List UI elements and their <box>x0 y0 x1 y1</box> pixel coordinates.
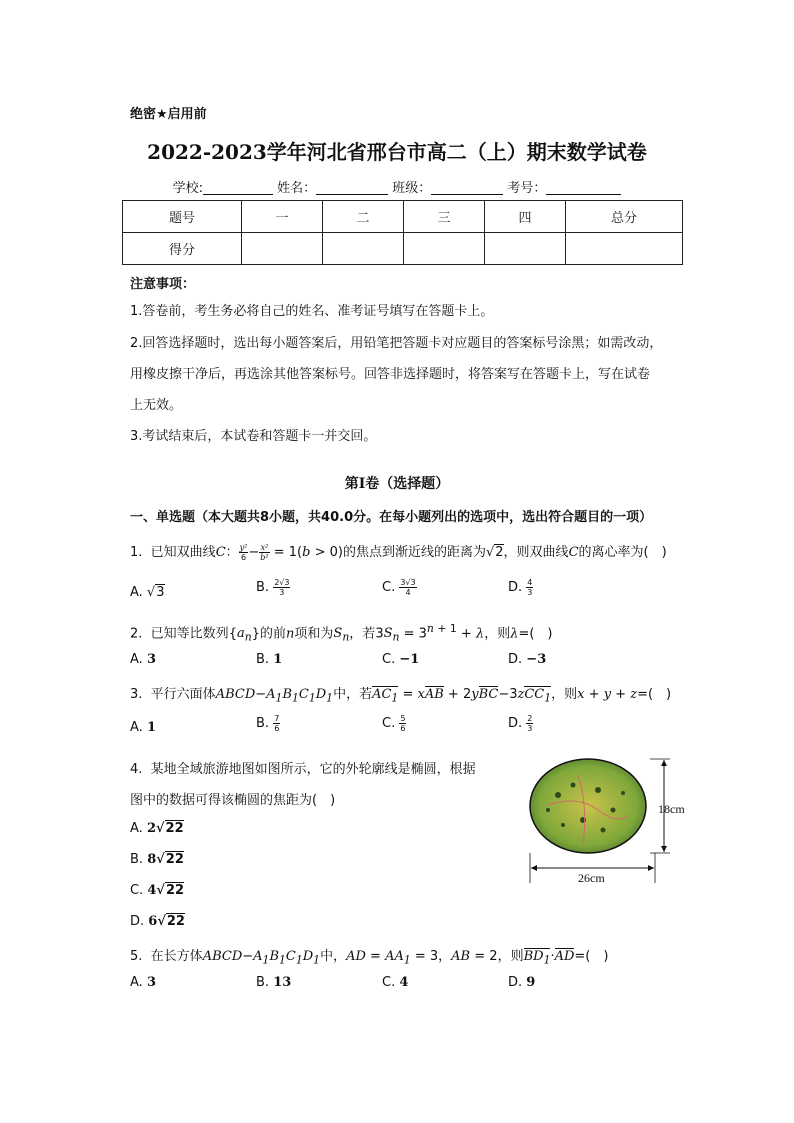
question-text: 的焦点到渐近线的距离为 <box>342 545 486 560</box>
name-label: 姓名： <box>277 181 317 196</box>
question-text: 某地全域旅游地图如图所示，它的外轮廓线是椭圆，根据 <box>150 762 476 777</box>
question-text: ，则 <box>484 626 511 642</box>
option-value: 3 <box>146 975 156 990</box>
map-ellipse <box>530 759 646 853</box>
q4-option-a[interactable]: A. 2√22 <box>130 821 184 836</box>
option-value: 22 <box>165 883 185 898</box>
question-text: =( ) <box>518 626 553 642</box>
q2-option-a[interactable] <box>130 652 156 667</box>
q4-option-b[interactable]: B. 8√22 <box>130 852 184 867</box>
option-label: D. <box>508 716 523 731</box>
question-text: ，若 <box>349 626 376 642</box>
option-label: B. <box>256 716 270 731</box>
exam-title: 2022-2023学年河北省邢台市高二（上）期末数学试卷 <box>147 140 647 164</box>
question-3: 3. 平行六面体$ABCD-A_1B_1C_1D_1$中，若$AC_1$ = xAB + 2yBC−3zCC$_1$，则x + y + z=( ) <box>130 687 672 705</box>
table-cell[interactable] <box>242 233 323 265</box>
q1-option-c[interactable]: C. $\frac{3√3}{4}$ <box>382 578 416 597</box>
option-label: D. <box>508 580 523 595</box>
table-cell[interactable] <box>566 233 683 265</box>
q5-option-c[interactable] <box>382 975 408 990</box>
question-number: 3. <box>130 687 143 702</box>
question-text: =( ) <box>637 687 672 702</box>
option-label: C. <box>382 716 396 731</box>
question-text: 平行六面体 <box>150 687 216 702</box>
question-number: 4. <box>130 762 143 777</box>
table-cell: 三 <box>404 201 485 233</box>
width-label: 26cm <box>578 871 605 885</box>
question-text: =( ) <box>574 949 609 964</box>
option-value: −1 <box>399 652 420 667</box>
question-4-line-1 <box>130 758 476 777</box>
option-label: D. <box>130 914 145 929</box>
table-cell: 二 <box>323 201 404 233</box>
notice-item-2-line-2: 用橡皮擦干净后，再选涂其他答案标号。回答非选择题时，将答案写在答题卡上，写在试卷 <box>130 367 651 382</box>
height-label: 18cm <box>658 802 685 816</box>
option-label: C. <box>130 883 144 898</box>
option-value: 1 <box>273 652 283 667</box>
option-value: 3 <box>146 652 156 667</box>
option-value: 9 <box>526 975 536 990</box>
score-table-score-row <box>123 233 683 265</box>
option-value: 6 <box>148 914 158 929</box>
question-text: 中， <box>320 949 347 964</box>
option-label: B. <box>256 652 270 667</box>
option-value: 2 <box>146 821 156 836</box>
option-value: 1 <box>146 720 156 735</box>
q1-option-d[interactable]: D. $\frac{4}{3}$ <box>508 578 533 597</box>
option-label: A. <box>130 975 143 990</box>
question-text: 中，若 <box>333 687 373 702</box>
q2-option-d[interactable] <box>508 652 546 667</box>
question-text: ，则双曲线 <box>503 545 569 560</box>
table-cell: 总分 <box>566 201 683 233</box>
section-title: 第Ⅰ卷（选择题） <box>344 476 450 492</box>
q1-option-b[interactable]: B. $\frac{2√3}{3}$ <box>256 578 290 597</box>
option-value: 8 <box>147 852 157 867</box>
formula: $\frac{\text{y²}}{6}$ <box>239 543 248 562</box>
formula: $\frac{\text{x²}}{\text{b²}}$ <box>260 543 269 562</box>
table-cell[interactable] <box>404 233 485 265</box>
option-label: B. <box>256 580 270 595</box>
option-value: 4 <box>147 883 157 898</box>
question-5: 5. 在长方体$ABCD-A_1B_1C_1D_1$中，AD = $AA_1 = 3$，AB = 2，则$BD_1\cdot AD=$( ) <box>130 949 609 967</box>
class-label: 班级： <box>392 181 432 196</box>
school-label: 学校: <box>172 181 203 196</box>
question-number: 5. <box>130 949 143 964</box>
notice-title: 注意事项： <box>130 277 196 292</box>
q3-option-a[interactable] <box>130 720 156 735</box>
exam-no-label: 考号： <box>507 181 547 196</box>
name-blank[interactable] <box>316 180 388 195</box>
question-number: 2. <box>130 626 143 642</box>
q2-option-b[interactable] <box>256 652 282 667</box>
option-label: C. <box>382 580 396 595</box>
q3-option-c[interactable]: C. $\frac{5}{6}$ <box>382 714 406 733</box>
table-cell: 得分 <box>123 233 242 265</box>
option-value: 4 <box>399 975 409 990</box>
option-label: A. <box>130 585 143 600</box>
question-text: 已知双曲线 <box>150 545 216 560</box>
q3-option-d[interactable]: D. $\frac{2}{3}$ <box>508 714 533 733</box>
question-4-line-2: 图中的数据可得该椭圆的焦距为( ) <box>130 793 336 808</box>
q1-option-a[interactable]: A. √3 <box>130 585 165 600</box>
table-cell[interactable] <box>485 233 566 265</box>
option-label: A. <box>130 821 143 836</box>
notice-item-1: 1.答卷前，考生务必将自己的姓名、准考证号填写在答题卡上。 <box>130 304 494 319</box>
option-label: C. <box>382 652 396 667</box>
option-label: B. <box>130 852 144 867</box>
option-label: A. <box>130 652 143 667</box>
score-table-header-row <box>123 201 683 233</box>
part-heading: 一、单选题（本大题共8小题，共40.0分。在每小题列出的选项中，选出符合题目的一项） <box>130 510 653 525</box>
option-label: A. <box>130 720 143 735</box>
q5-option-a[interactable] <box>130 975 156 990</box>
option-value: 22 <box>166 914 185 929</box>
option-label: B. <box>256 975 270 990</box>
option-label: D. <box>508 652 523 667</box>
option-value: 22 <box>165 821 184 836</box>
secret-label: 绝密★启用前 <box>130 107 207 122</box>
question-2: 2. 已知等比数列$\{a_n\}$的前n项和为$S_n$，若$3S_n = 3^{n + 1} + \lambda$，则λ=( ) <box>130 622 553 644</box>
table-cell: 一 <box>242 201 323 233</box>
question-text: 的前 <box>260 626 287 642</box>
q5-option-b[interactable] <box>256 975 291 990</box>
question-text: ，则 <box>551 687 578 702</box>
question-1: 1. 已知双曲线C： $\frac{\text{y²}}{6}$ − $\frac{\text{x²}}{\text{b²}}$ = 1(b > 0)的焦点到渐近线的距离为√2，则双曲线C的离心率为( ) <box>130 543 667 562</box>
question-number: 1. <box>130 545 143 560</box>
class-blank[interactable] <box>431 180 503 195</box>
ellipse-map-figure <box>528 755 688 885</box>
option-label: C. <box>382 975 396 990</box>
question-text: 已知等比数列 <box>150 626 229 642</box>
question-text: 项和为 <box>294 626 334 642</box>
notice-item-3: 3.考试结束后，本试卷和答题卡一并交回。 <box>130 429 377 444</box>
question-text: 的离心率为( ) <box>578 545 667 560</box>
option-label: D. <box>508 975 523 990</box>
q2-option-c[interactable] <box>382 652 419 667</box>
question-text: ，则 <box>497 949 524 964</box>
q3-option-b[interactable]: B. $\frac{7}{6}$ <box>256 714 280 733</box>
q4-option-d[interactable]: D. 6√22 <box>130 914 185 929</box>
option-value: 22 <box>165 852 184 867</box>
info-fields <box>0 177 794 196</box>
score-table <box>122 200 683 265</box>
q4-option-c[interactable]: C. 4√22 <box>130 883 185 898</box>
option-value: −3 <box>526 652 547 667</box>
formula: C <box>215 545 226 560</box>
question-text: 在长方体 <box>150 949 203 964</box>
table-cell: 题号 <box>123 201 242 233</box>
table-cell[interactable] <box>323 233 404 265</box>
table-cell: 四 <box>485 201 566 233</box>
q5-option-d[interactable] <box>508 975 535 990</box>
option-value: 13 <box>273 975 292 990</box>
school-blank[interactable] <box>203 180 273 195</box>
exam-no-blank[interactable] <box>546 180 621 195</box>
notice-item-2-line-1: 2.回答选择题时，选出每小题答案后，用铅笔把答题卡对应题目的答案标号涂黑；如需改动， <box>130 336 663 351</box>
notice-item-2-line-3: 上无效。 <box>130 398 183 413</box>
